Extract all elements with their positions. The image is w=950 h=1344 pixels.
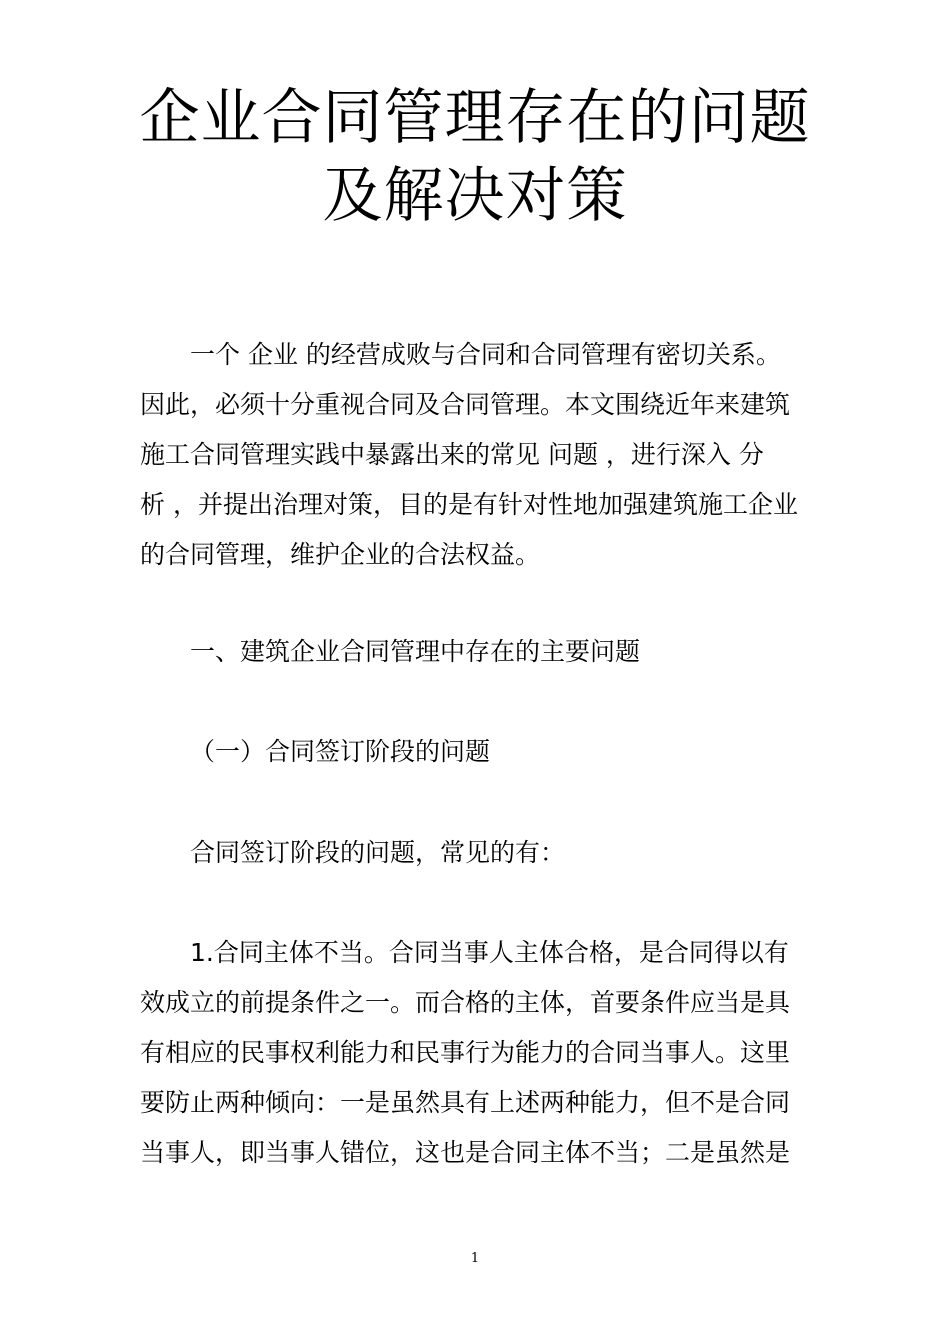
item-1-line-3: 有相应的民事权利能力和民事行为能力的合同当事人。这里 [140, 1038, 791, 1067]
item-1-line-1: 1.合同主体不当。合同当事人主体合格，是合同得以有 [190, 938, 789, 967]
intro-line-5: 的合同管理，维护企业的合法权益。 [140, 540, 541, 569]
item-1-line-4: 要防止两种倾向：一是虽然具有上述两种能力，但不是合同 [140, 1088, 791, 1117]
item-1-line-2: 效成立的前提条件之一。而合格的主体，首要条件应当是具 [140, 988, 791, 1017]
intro-paragraph [140, 330, 812, 580]
intro-line-4: 析 ，并提出治理对策，目的是有针对性地加强建筑施工企业 [140, 490, 798, 519]
section-heading: 一、建筑企业合同管理中存在的主要问题 [190, 637, 641, 666]
intro-line-1: 一个 企业 的经营成败与合同和合同管理有密切关系。 [190, 340, 781, 369]
document-title-line-2: 及解决对策 [322, 161, 628, 231]
intro-line-3: 施工合同管理实践中暴露出来的常见 问题 ，进行深入 分 [140, 440, 764, 469]
item-1-line-5: 当事人，即当事人错位，这也是合同主体不当；二是虽然是 [140, 1138, 791, 1167]
lead-sentence: 合同签订阶段的问题，常见的有： [190, 838, 566, 867]
item-1-paragraph [140, 928, 812, 1178]
document-title-line-1: 企业合同管理存在的问题 [139, 83, 811, 153]
subsection-heading: （一）合同签订阶段的问题 [190, 737, 491, 766]
intro-line-2: 因此，必须十分重视合同及合同管理。本文围绕近年来建筑 [140, 390, 791, 419]
page-number: 1 [470, 1251, 480, 1266]
